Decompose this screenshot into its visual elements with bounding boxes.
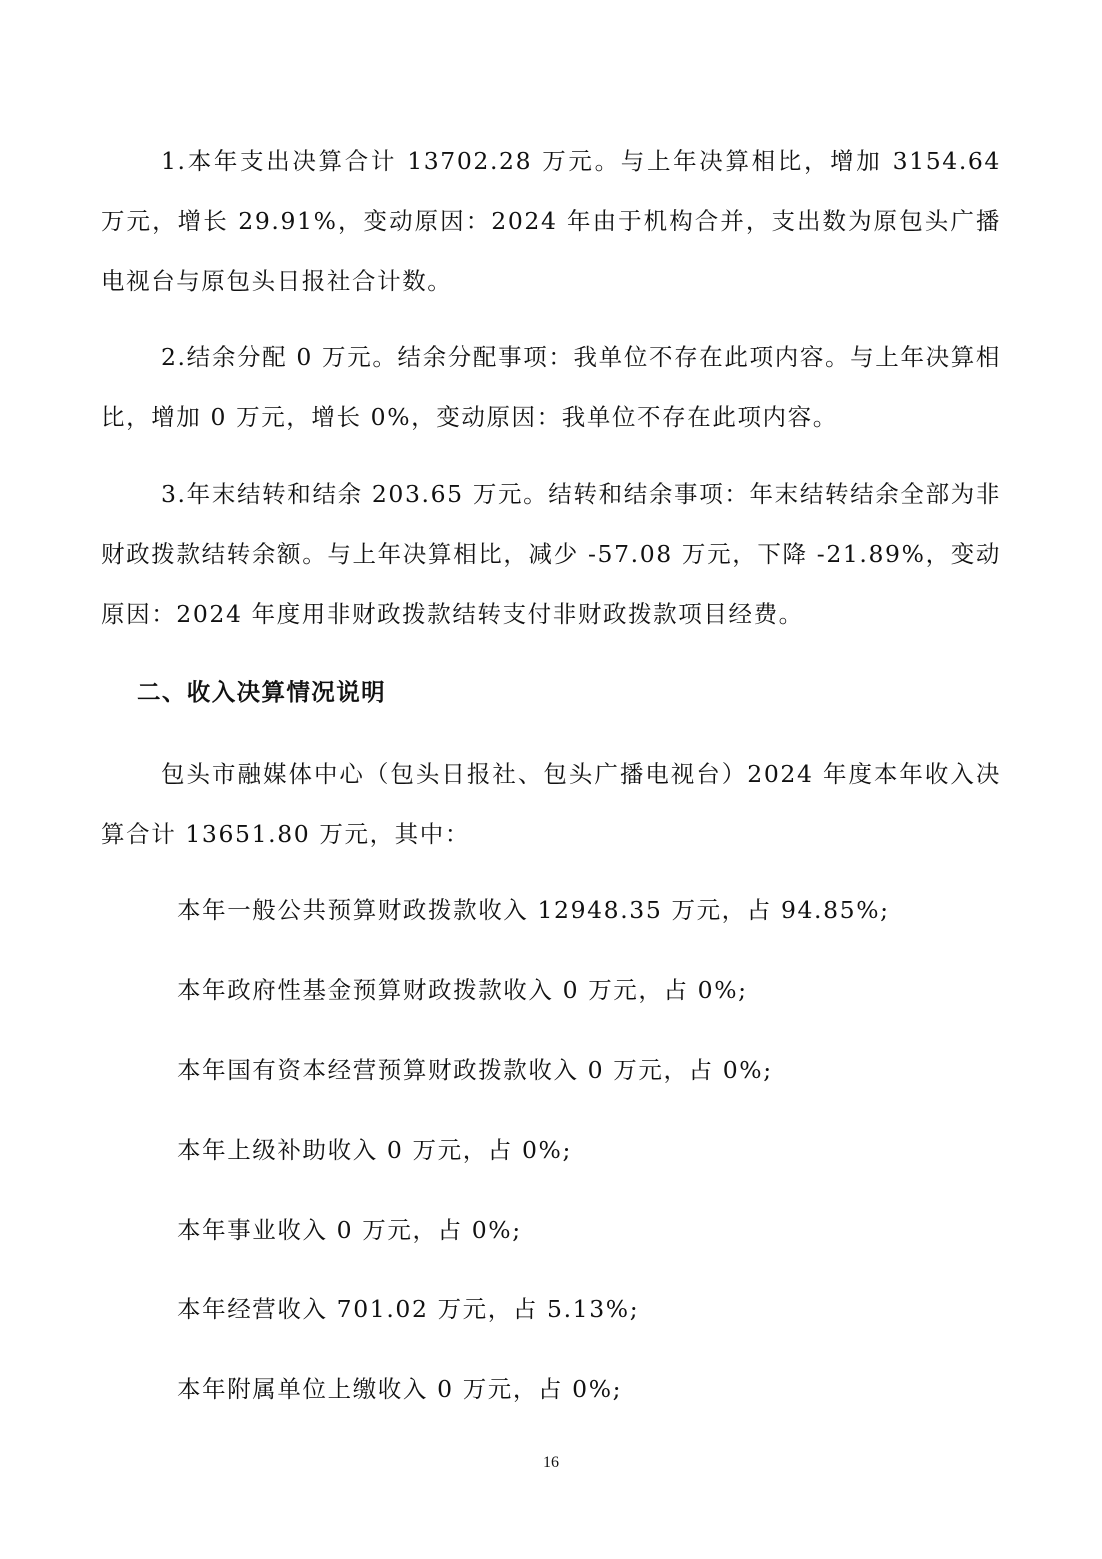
paragraph-expenditure-total: 1.本年支出决算合计 13702.28 万元。与上年决算相比，增加 3154.64 万元，增长 29.91%，变动原因：2024 年由于机构合并，支出数为原包头广播电视台与原包头日报社合计数。 [101,147,1001,295]
paragraph-year-end-balance: 3.年末结转和结余 203.65 万元。结转和结余事项：年末结转结余全部为非财政拨款结转余额。与上年决算相比，减少 -57.08 万元，下降 -21.89%，变动原因：2024 年度用非财政拨款结转支付非财政拨款项目经费。 [101,480,1001,628]
income-item-affiliated-units: 本年附属单位上缴收入 0 万元，占 0%; [177,1375,623,1403]
income-item-operating-income: 本年经营收入 701.02 万元，占 5.13%; [177,1295,640,1323]
paragraph-surplus-distribution: 2.结余分配 0 万元。结余分配事项：我单位不存在此项内容。与上年决算相比，增加 0 万元，增长 0%，变动原因：我单位不存在此项内容。 [101,343,1001,431]
paragraph-income-intro: 包头市融媒体中心（包头日报社、包头广播电视台）2024 年度本年收入决算合计 13651.80 万元，其中： [101,760,1001,848]
section-heading-income: 二、收入决算情况说明 [137,678,386,706]
income-item-state-capital: 本年国有资本经营预算财政拨款收入 0 万元，占 0%; [177,1056,773,1084]
income-item-business-income: 本年事业收入 0 万元，占 0%; [177,1216,522,1244]
income-item-superior-subsidy: 本年上级补助收入 0 万元，占 0%; [177,1136,572,1164]
income-item-government-fund: 本年政府性基金预算财政拨款收入 0 万元，占 0%; [177,976,748,1004]
income-item-general-budget: 本年一般公共预算财政拨款收入 12948.35 万元，占 94.85%; [177,896,890,924]
page-number: 16 [543,1454,559,1471]
